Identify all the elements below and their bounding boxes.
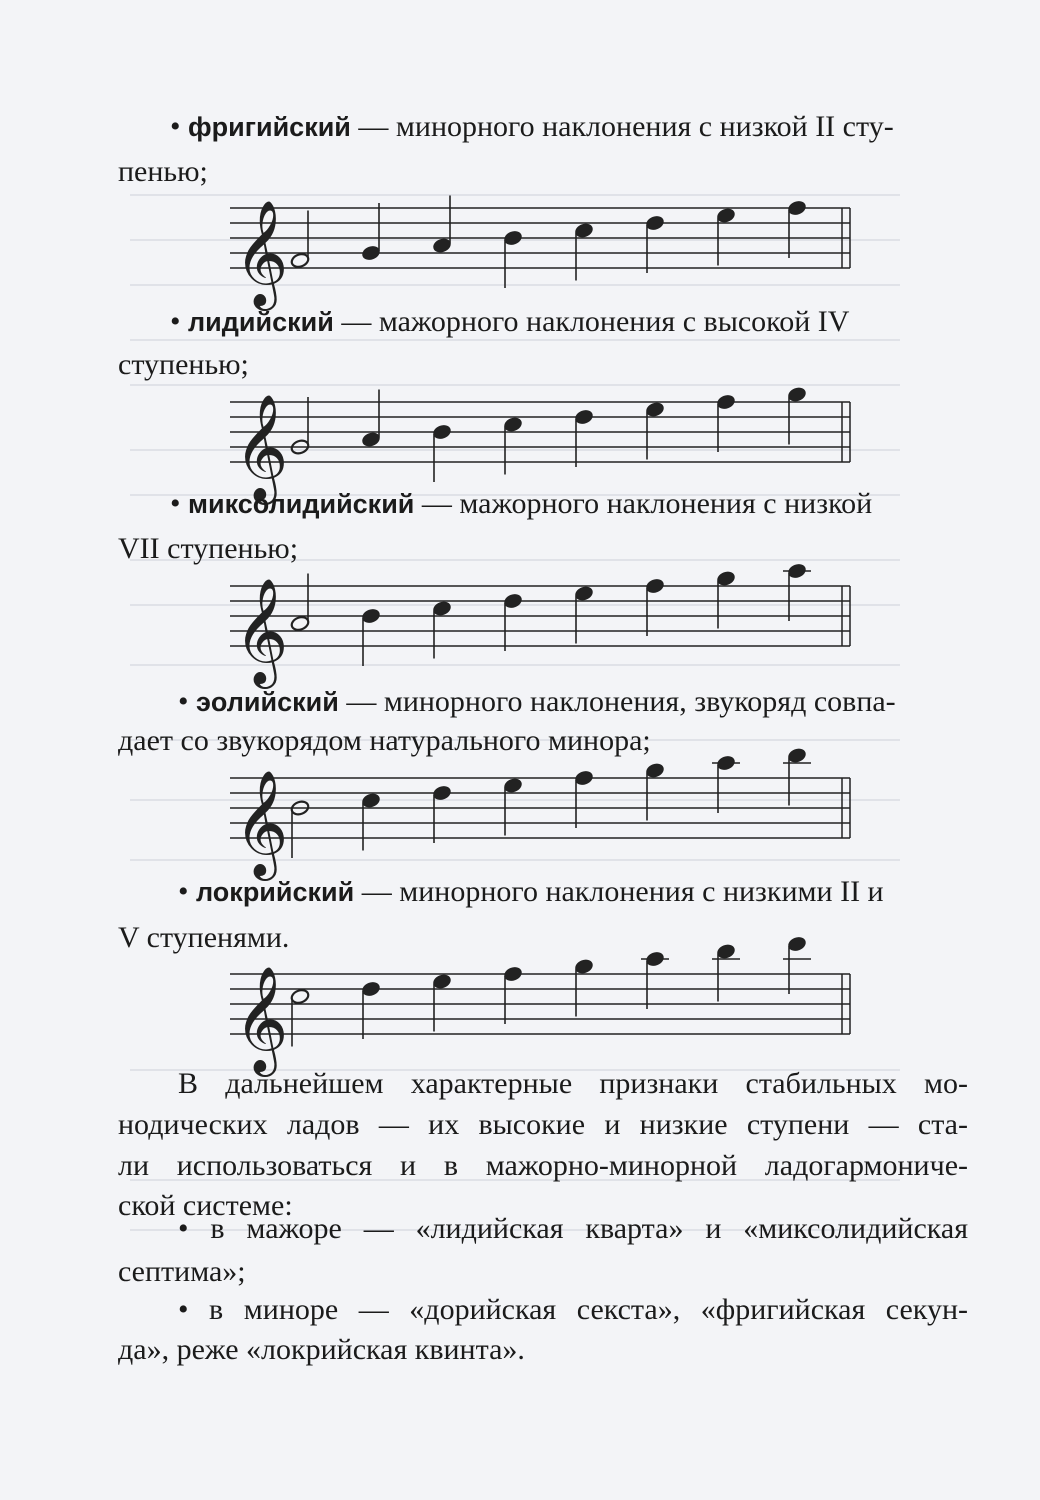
music-staff bbox=[220, 568, 860, 688]
scale-note bbox=[290, 988, 310, 1047]
scale-note bbox=[361, 792, 381, 851]
scale-note bbox=[645, 577, 665, 636]
scale-note bbox=[716, 207, 736, 266]
mode-description-continued: ступенью; bbox=[118, 348, 249, 381]
scale-note bbox=[503, 592, 523, 651]
mode-description: • фригийский — минорного наклонения с низкой II сту- bbox=[170, 110, 894, 143]
paragraph-line: нодических ладов — их высокие и низкие ступени — ста- bbox=[118, 1108, 968, 1141]
mode-description-continued: пенью; bbox=[118, 155, 208, 188]
mode-description-continued: VII ступенью; bbox=[118, 532, 299, 565]
scale-note bbox=[574, 585, 594, 644]
scale-note bbox=[361, 203, 381, 262]
scale-note bbox=[432, 196, 452, 255]
scale-note bbox=[361, 607, 381, 666]
music-staff bbox=[220, 760, 860, 880]
mode-name: лидийский bbox=[188, 307, 334, 337]
scale-note bbox=[645, 401, 665, 460]
scale-note bbox=[716, 393, 736, 452]
mode-name: эолийский bbox=[196, 687, 339, 717]
scale-note bbox=[641, 950, 669, 1009]
scale-note bbox=[787, 199, 807, 258]
music-staff bbox=[220, 190, 860, 310]
scale-note bbox=[361, 980, 381, 1039]
mode-description: • лидийский — мажорного наклонения с высокой IV bbox=[170, 305, 850, 338]
scale-note bbox=[361, 390, 381, 449]
scale-note bbox=[787, 386, 807, 445]
scale-note bbox=[574, 222, 594, 281]
scale-note bbox=[574, 769, 594, 828]
treble-clef-icon: 𝄞 bbox=[234, 577, 289, 684]
mode-name: локрийский bbox=[196, 877, 355, 907]
scale-note bbox=[645, 214, 665, 273]
scale-note bbox=[574, 958, 594, 1017]
scale-note bbox=[503, 416, 523, 475]
mode-name: миксолидийский bbox=[188, 489, 415, 519]
mode-description: • миксолидийский — мажорного наклонения с низкой bbox=[170, 487, 873, 520]
scale-note bbox=[503, 229, 523, 288]
mode-description: • локрийский — минорного наклонения с низкими II и bbox=[178, 875, 884, 908]
scale-note bbox=[432, 600, 452, 659]
bullet-item: • в мажоре — «лидийская кварта» и «миксолидийская bbox=[178, 1212, 968, 1245]
scale-note bbox=[783, 562, 811, 621]
paragraph-line: ской системе: bbox=[118, 1189, 293, 1222]
mode-description: • эолийский — минорного наклонения, звукоряд совпа- bbox=[178, 685, 896, 718]
bullet-item-continued: септима»; bbox=[118, 1255, 246, 1288]
scale-note bbox=[503, 965, 523, 1024]
paragraph-line: ли использоваться и в мажорно-минорной ладогармониче- bbox=[118, 1149, 968, 1182]
bullet-item-continued: да», реже «локрийская квинта». bbox=[118, 1333, 525, 1366]
mode-description-continued: V ступенями. bbox=[118, 921, 290, 954]
bullet-item: • в миноре — «дорийская секста», «фригийская секун- bbox=[178, 1293, 968, 1326]
scale-note bbox=[432, 423, 452, 482]
scale-note bbox=[503, 777, 523, 836]
scale-note bbox=[432, 973, 452, 1032]
music-staff bbox=[220, 956, 860, 1076]
paragraph-line: В дальнейшем характерные признаки стабильных мо- bbox=[178, 1067, 968, 1100]
mode-description-continued: дает со звукорядом натурального минора; bbox=[118, 724, 651, 757]
scale-note bbox=[712, 754, 740, 813]
treble-clef-icon: 𝄞 bbox=[234, 769, 289, 876]
scale-note bbox=[645, 762, 665, 821]
scale-note bbox=[574, 408, 594, 467]
scale-note bbox=[432, 784, 452, 843]
scale-note bbox=[716, 570, 736, 629]
mode-name: фригийский bbox=[188, 112, 351, 142]
scale-note bbox=[290, 574, 310, 633]
treble-clef-icon: 𝄞 bbox=[234, 199, 289, 306]
scale-note bbox=[290, 211, 310, 270]
treble-clef-icon: 𝄞 bbox=[234, 965, 289, 1072]
treble-clef-icon: 𝄞 bbox=[234, 393, 289, 500]
